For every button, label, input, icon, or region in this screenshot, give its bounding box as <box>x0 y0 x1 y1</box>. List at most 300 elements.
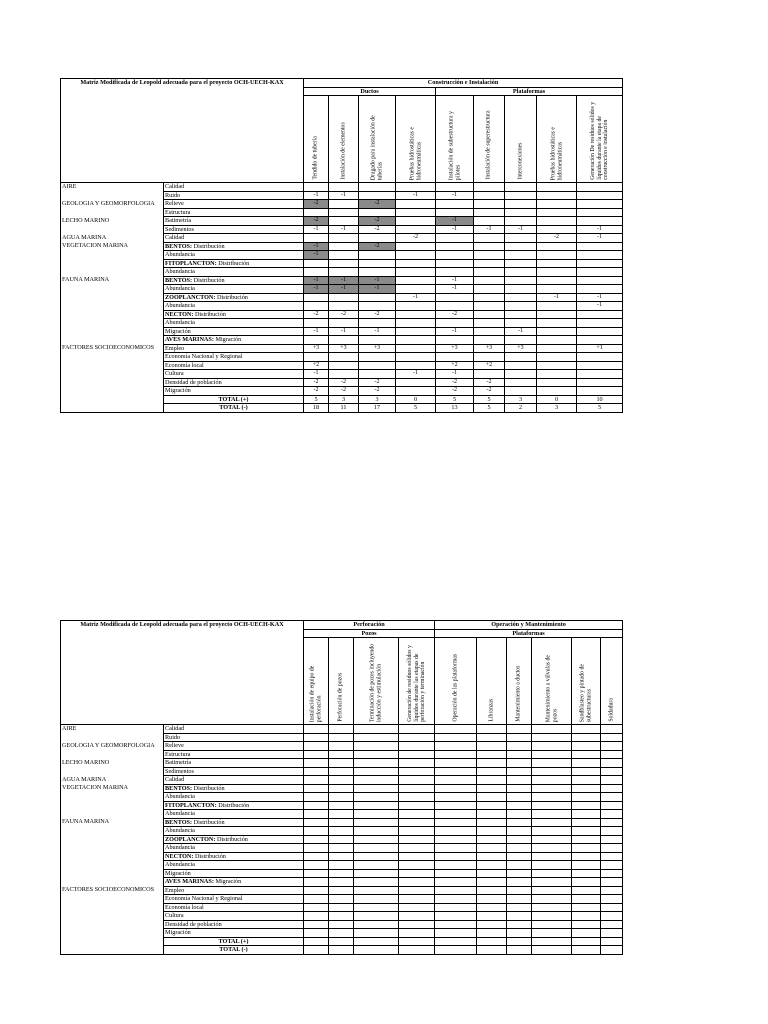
impact-cell <box>507 827 532 836</box>
matrix-row <box>61 784 623 793</box>
impact-cell <box>537 268 577 277</box>
impact-cell: -2 <box>329 310 359 319</box>
factor-subcomponent <box>164 793 304 802</box>
matrix-row <box>61 886 623 895</box>
impact-cell <box>329 759 354 768</box>
impact-cell <box>396 183 436 192</box>
impact-cell <box>304 234 329 243</box>
impact-cell <box>477 818 507 827</box>
total-row <box>61 395 623 404</box>
factor-subcomponent <box>164 920 304 929</box>
impact-cell <box>399 810 435 819</box>
impact-cell <box>505 387 537 396</box>
impact-cell <box>399 725 435 734</box>
impact-cell <box>505 217 537 226</box>
impact-cell <box>507 801 532 810</box>
impact-cell <box>354 852 399 861</box>
impact-cell <box>304 929 329 938</box>
impact-cell <box>577 310 623 319</box>
impact-cell <box>532 801 572 810</box>
impact-cell <box>354 844 399 853</box>
factor-label: Relieve <box>165 742 184 749</box>
impact-cell <box>435 827 477 836</box>
impact-cell <box>435 929 477 938</box>
impact-cell <box>572 801 601 810</box>
group-header-plataformas: Plataformas <box>435 629 623 638</box>
impact-cell <box>396 217 436 226</box>
total-cell <box>435 937 477 946</box>
factor-subcomponent <box>164 895 304 904</box>
total-cell: 2 <box>505 404 537 413</box>
factor-label: Economía Nacional y Regional <box>165 353 243 360</box>
impact-cell <box>329 801 354 810</box>
impact-cell <box>329 725 354 734</box>
impact-cell <box>435 861 477 870</box>
total-cell: 0 <box>537 395 577 404</box>
factor-category: AGUA MARINA <box>61 234 164 243</box>
impact-cell <box>304 742 329 751</box>
group-header-pozos: Pozos <box>304 629 435 638</box>
factor-subcomponent <box>164 378 304 387</box>
impact-cell <box>537 217 577 226</box>
impact-cell <box>505 208 537 217</box>
impact-cell: -2 <box>474 387 505 396</box>
impact-cell <box>572 793 601 802</box>
column-header-label: Pruebas hidrostáticas e hidroneumáticas <box>549 126 563 180</box>
factor-subcomponent <box>164 844 304 853</box>
impact-cell <box>532 912 572 921</box>
impact-cell <box>399 801 435 810</box>
impact-cell <box>435 793 477 802</box>
impact-cell <box>304 903 329 912</box>
impact-cell <box>505 191 537 200</box>
impact-cell <box>507 784 532 793</box>
impact-cell <box>577 200 623 209</box>
impact-cell <box>601 776 623 785</box>
impact-cell <box>304 818 329 827</box>
factor-label: Empleo <box>165 344 185 352</box>
impact-cell <box>396 242 436 251</box>
impact-cell <box>507 767 532 776</box>
impact-cell <box>477 733 507 742</box>
leopold-matrix-drilling-operation <box>60 620 623 955</box>
impact-cell <box>359 191 396 200</box>
impact-cell <box>537 183 577 192</box>
impact-cell <box>354 750 399 759</box>
column-header <box>477 638 507 725</box>
impact-cell <box>572 835 601 844</box>
impact-cell <box>474 370 505 379</box>
factor-subcomponent <box>164 302 304 311</box>
impact-cell <box>477 835 507 844</box>
impact-cell <box>577 378 623 387</box>
factor-group-label: AVES MARINAS: <box>165 878 214 885</box>
matrix-row <box>61 776 623 785</box>
total-cell: 5 <box>396 404 436 413</box>
impact-cell <box>505 353 537 362</box>
impact-cell: -1 <box>436 217 474 226</box>
matrix-row <box>61 183 623 192</box>
factor-subcomponent <box>164 370 304 379</box>
impact-cell <box>537 191 577 200</box>
total-cell: 13 <box>436 404 474 413</box>
impact-cell: -2 <box>359 378 396 387</box>
impact-cell <box>532 852 572 861</box>
impact-cell <box>354 767 399 776</box>
impact-cell <box>359 251 396 260</box>
factor-label: Abundancia <box>165 268 195 275</box>
impact-cell: +3 <box>436 344 474 353</box>
impact-cell <box>399 852 435 861</box>
factor-label: Estructura <box>165 208 191 216</box>
impact-cell: -2 <box>359 387 396 396</box>
total-cell <box>507 937 532 946</box>
impact-cell <box>577 259 623 268</box>
impact-cell <box>507 733 532 742</box>
impact-cell <box>577 208 623 217</box>
factor-category: VEGETACION MARINA <box>61 784 164 818</box>
impact-cell: -1 <box>304 370 329 379</box>
total-row <box>61 946 623 955</box>
impact-cell <box>396 285 436 294</box>
impact-cell: -2 <box>436 387 474 396</box>
impact-cell <box>435 750 477 759</box>
factor-subcomponent <box>164 217 304 226</box>
impact-cell <box>474 251 505 260</box>
impact-cell <box>601 920 623 929</box>
factor-label: Calidad <box>165 183 185 190</box>
impact-cell <box>354 801 399 810</box>
total-cell <box>329 946 354 955</box>
impact-cell <box>532 920 572 929</box>
impact-cell <box>577 387 623 396</box>
impact-cell <box>577 327 623 336</box>
factor-category: LECHO MARINO <box>61 759 164 776</box>
impact-cell <box>436 319 474 328</box>
impact-cell <box>304 259 329 268</box>
impact-cell <box>396 259 436 268</box>
impact-cell <box>507 903 532 912</box>
factor-subcomponent <box>164 767 304 776</box>
impact-cell <box>329 336 359 345</box>
impact-cell <box>477 878 507 887</box>
impact-cell <box>532 895 572 904</box>
column-header-label: Terminación de pozos incluyendo inducción y estimulación <box>369 643 382 722</box>
total-cell <box>304 946 329 955</box>
impact-cell <box>399 835 435 844</box>
impact-cell <box>505 276 537 285</box>
impact-cell <box>304 319 329 328</box>
impact-cell <box>601 912 623 921</box>
impact-cell <box>601 784 623 793</box>
factor-label: Migración <box>165 327 191 335</box>
total-spacer <box>61 937 164 946</box>
impact-cell <box>474 268 505 277</box>
impact-cell <box>329 353 359 362</box>
impact-cell <box>474 191 505 200</box>
factor-subcomponent <box>164 861 304 870</box>
impact-cell <box>572 750 601 759</box>
impact-cell <box>399 759 435 768</box>
impact-cell: -1 <box>304 251 329 260</box>
impact-cell <box>477 844 507 853</box>
impact-cell <box>399 903 435 912</box>
impact-cell <box>354 835 399 844</box>
impact-cell <box>572 810 601 819</box>
impact-cell <box>474 293 505 302</box>
impact-cell <box>505 370 537 379</box>
impact-cell <box>532 827 572 836</box>
impact-cell <box>304 725 329 734</box>
impact-cell <box>601 869 623 878</box>
impact-cell <box>435 818 477 827</box>
impact-cell <box>396 208 436 217</box>
total-cell <box>507 946 532 955</box>
factor-label: Distribución <box>216 259 250 267</box>
factor-group-label: BENTOS: <box>165 818 193 826</box>
impact-cell <box>505 285 537 294</box>
impact-cell <box>329 903 354 912</box>
factor-subcomponent <box>164 361 304 370</box>
impact-cell <box>572 725 601 734</box>
impact-cell <box>329 733 354 742</box>
impact-cell <box>507 878 532 887</box>
impact-cell <box>329 183 359 192</box>
impact-cell <box>435 886 477 895</box>
impact-cell <box>537 361 577 370</box>
impact-cell <box>477 912 507 921</box>
impact-cell <box>601 750 623 759</box>
leopold-matrix-construction <box>60 78 623 413</box>
impact-cell <box>396 327 436 336</box>
impact-cell <box>507 869 532 878</box>
impact-cell <box>537 353 577 362</box>
impact-cell <box>572 818 601 827</box>
total-cell: 5 <box>474 404 505 413</box>
impact-cell <box>537 370 577 379</box>
impact-cell <box>435 810 477 819</box>
column-header-label: Interconexiones <box>517 142 524 180</box>
factor-label: Distribución <box>193 310 226 318</box>
impact-cell: -2 <box>304 387 329 396</box>
impact-cell: -1 <box>396 191 436 200</box>
impact-cell: -1 <box>329 191 359 200</box>
factor-subcomponent <box>164 912 304 921</box>
impact-cell <box>507 861 532 870</box>
impact-cell <box>507 793 532 802</box>
impact-cell <box>436 183 474 192</box>
impact-cell <box>572 920 601 929</box>
factor-subcomponent <box>164 852 304 861</box>
impact-cell <box>532 784 572 793</box>
factor-subcomponent <box>164 784 304 793</box>
total-cell <box>435 946 477 955</box>
factor-label: Calidad <box>165 725 185 732</box>
factor-category: FAUNA MARINA <box>61 818 164 886</box>
impact-cell <box>329 251 359 260</box>
factor-subcomponent <box>164 191 304 200</box>
impact-cell <box>399 733 435 742</box>
factor-category: GEOLOGIA Y GEOMORFOLOGIA <box>61 200 164 217</box>
impact-cell <box>329 835 354 844</box>
impact-cell <box>477 810 507 819</box>
impact-cell <box>354 759 399 768</box>
column-header-label: Generación De residuos sólidos y líquidos durante la etapa de construcción e instalación <box>589 102 609 180</box>
column-header-label: Mantenimiento a válvulas de pozos <box>544 654 558 722</box>
impact-cell <box>436 242 474 251</box>
factor-label: Distribución <box>215 293 248 301</box>
impact-cell <box>354 920 399 929</box>
impact-cell <box>304 353 329 362</box>
factor-label: Migración <box>165 387 191 394</box>
impact-cell <box>304 886 329 895</box>
impact-cell <box>572 895 601 904</box>
factor-label: Distribución <box>192 242 225 250</box>
total-cell <box>477 946 507 955</box>
impact-cell: -1 <box>505 225 537 234</box>
factor-subcomponent <box>164 759 304 768</box>
impact-cell <box>304 293 329 302</box>
impact-cell <box>329 861 354 870</box>
impact-cell <box>399 827 435 836</box>
factor-subcomponent <box>164 733 304 742</box>
impact-cell <box>477 861 507 870</box>
column-header <box>304 96 329 183</box>
impact-cell: -2 <box>359 200 396 209</box>
column-header-label: Tendido de tubería <box>312 136 319 180</box>
impact-cell <box>329 844 354 853</box>
impact-cell <box>304 208 329 217</box>
impact-cell <box>477 725 507 734</box>
impact-cell <box>359 302 396 311</box>
factor-label: Cultura <box>165 370 184 377</box>
impact-cell <box>601 886 623 895</box>
impact-cell <box>577 336 623 345</box>
factor-label: Distribución <box>192 818 225 826</box>
matrix-row <box>61 234 623 243</box>
impact-cell <box>396 251 436 260</box>
column-header <box>304 638 329 725</box>
impact-cell <box>474 302 505 311</box>
impact-cell <box>601 878 623 887</box>
impact-cell <box>436 302 474 311</box>
impact-cell <box>359 208 396 217</box>
impact-cell <box>532 759 572 768</box>
impact-cell <box>329 767 354 776</box>
impact-cell <box>572 929 601 938</box>
impact-cell: +3 <box>505 344 537 353</box>
factor-label: Economía local <box>165 903 204 911</box>
impact-cell <box>354 793 399 802</box>
impact-cell <box>354 903 399 912</box>
factor-subcomponent <box>164 208 304 217</box>
impact-cell <box>537 200 577 209</box>
impact-cell <box>477 903 507 912</box>
impact-cell <box>477 767 507 776</box>
impact-cell <box>354 912 399 921</box>
column-header-label: Soldadura <box>608 698 615 722</box>
impact-cell: -1 <box>436 276 474 285</box>
impact-cell <box>436 208 474 217</box>
impact-cell <box>507 895 532 904</box>
impact-cell: -2 <box>304 378 329 387</box>
impact-cell <box>304 801 329 810</box>
factor-category: GEOLOGIA Y GEOMORFOLOGIA <box>61 742 164 759</box>
impact-cell <box>329 293 359 302</box>
impact-cell <box>354 827 399 836</box>
impact-cell <box>399 861 435 870</box>
impact-cell <box>435 784 477 793</box>
impact-cell <box>532 810 572 819</box>
factor-category: FACTORES SOCIOECONOMICOS <box>61 344 164 395</box>
total-cell <box>399 937 435 946</box>
impact-cell <box>507 759 532 768</box>
impact-cell <box>572 759 601 768</box>
impact-cell <box>474 217 505 226</box>
factor-label: Calidad <box>165 776 185 783</box>
total-cell: 5 <box>436 395 474 404</box>
impact-cell <box>532 903 572 912</box>
impact-cell <box>436 268 474 277</box>
factor-subcomponent <box>164 285 304 294</box>
factor-label: Economía Nacional y Regional <box>165 895 243 902</box>
impact-cell: -1 <box>396 370 436 379</box>
factor-label: Abundancia <box>165 810 195 817</box>
factor-label: Abundancia <box>165 844 195 851</box>
impact-cell: -2 <box>474 378 505 387</box>
impact-cell <box>329 268 359 277</box>
impact-cell <box>329 200 359 209</box>
impact-cell <box>359 336 396 345</box>
matrix-title: Matriz Modificada de Leopold adecuada para el proyecto OCH-UECH-KAX <box>61 79 304 183</box>
impact-cell <box>507 912 532 921</box>
total-cell: 3 <box>505 395 537 404</box>
factor-category: LECHO MARINO <box>61 217 164 234</box>
factor-group-label: NECTON: <box>165 852 194 860</box>
impact-cell <box>474 200 505 209</box>
phase-header: Construcción e Instalación <box>304 79 623 88</box>
impact-cell <box>507 776 532 785</box>
impact-cell <box>436 259 474 268</box>
impact-cell <box>354 895 399 904</box>
impact-cell <box>435 742 477 751</box>
impact-cell: -1 <box>359 285 396 294</box>
impact-cell: -1 <box>577 293 623 302</box>
impact-cell <box>359 361 396 370</box>
impact-cell <box>329 361 359 370</box>
factor-subcomponent <box>164 319 304 328</box>
impact-cell: -1 <box>577 234 623 243</box>
impact-cell <box>532 861 572 870</box>
impact-cell <box>304 336 329 345</box>
total-cell: 5 <box>474 395 505 404</box>
phase-header-drilling: Perforación <box>304 621 435 630</box>
column-header-label: Generación de residuos sólidos y líquidos durante las etapas de perforación y terminación <box>406 645 426 722</box>
factor-group-label: AVES MARINAS: <box>165 336 214 343</box>
impact-cell <box>601 733 623 742</box>
impact-cell <box>436 336 474 345</box>
phase-header-operation: Operación y Mantenimiento <box>435 621 623 630</box>
impact-cell <box>399 750 435 759</box>
impact-cell <box>505 319 537 328</box>
factor-label: Migración <box>213 878 242 885</box>
impact-cell <box>601 767 623 776</box>
impact-cell: -1 <box>304 285 329 294</box>
factor-label: Empleo <box>165 886 185 894</box>
factor-label: Cultura <box>165 912 184 919</box>
impact-cell <box>329 869 354 878</box>
total-cell: 17 <box>359 404 396 413</box>
